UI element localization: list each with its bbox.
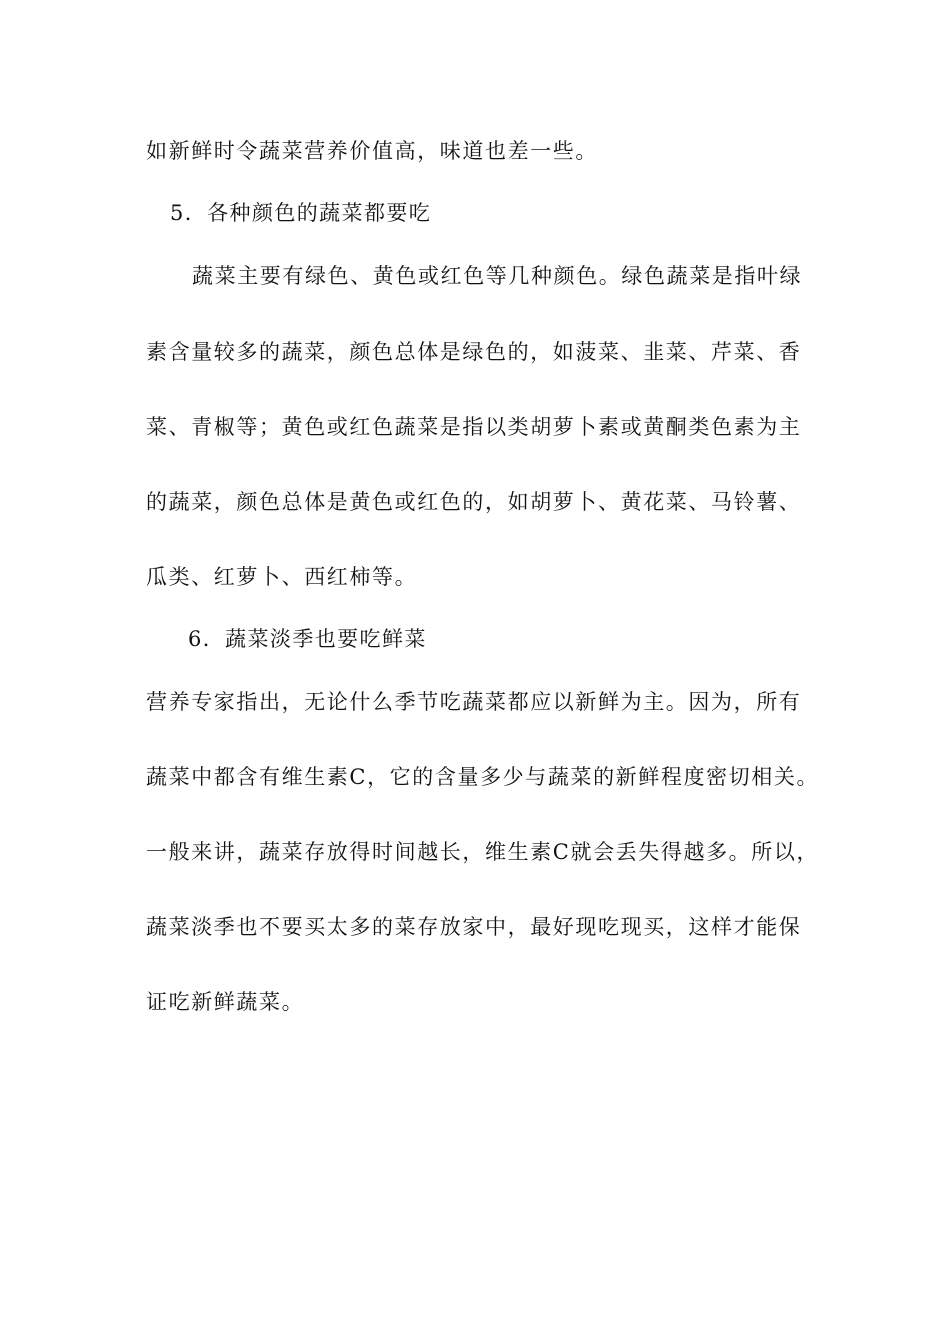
paragraph-line: 蔬菜淡季也不要买太多的菜存放家中，最好现吃现买，这样才能保: [146, 915, 802, 939]
paragraph-line: 营养专家指出，无论什么季节吃蔬菜都应以新鲜为主。因为，所有: [146, 690, 802, 714]
paragraph-line: 证吃新鲜蔬菜。: [146, 990, 305, 1014]
section-heading-5: 5．各种颜色的蔬菜都要吃: [170, 201, 432, 225]
paragraph-line: 蔬菜中都含有维生素C，它的含量多少与蔬菜的新鲜程度密切相关。: [146, 765, 820, 789]
paragraph-line: 蔬菜主要有绿色、黄色或红色等几种颜色。绿色蔬菜是指叶绿: [192, 264, 803, 288]
paragraph-line: 素含量较多的蔬菜，颜色总体是绿色的，如菠菜、韭菜、芹菜、香: [146, 340, 802, 364]
paragraph-line: 的蔬菜，颜色总体是黄色或红色的，如胡萝卜、黄花菜、马铃薯、: [146, 490, 802, 514]
paragraph-line: 一般来讲，蔬菜存放得时间越长，维生素C就会丢失得越多。所以，: [146, 840, 820, 864]
paragraph-line: 瓜类、红萝卜、西红柿等。: [146, 565, 418, 589]
section-heading-6: 6．蔬菜淡季也要吃鲜菜: [188, 627, 427, 651]
paragraph-line: 如新鲜时令蔬菜营养价值高，味道也差一些。: [146, 139, 598, 163]
paragraph-line: 菜、青椒等；黄色或红色蔬菜是指以类胡萝卜素或黄酮类色素为主: [146, 415, 802, 439]
